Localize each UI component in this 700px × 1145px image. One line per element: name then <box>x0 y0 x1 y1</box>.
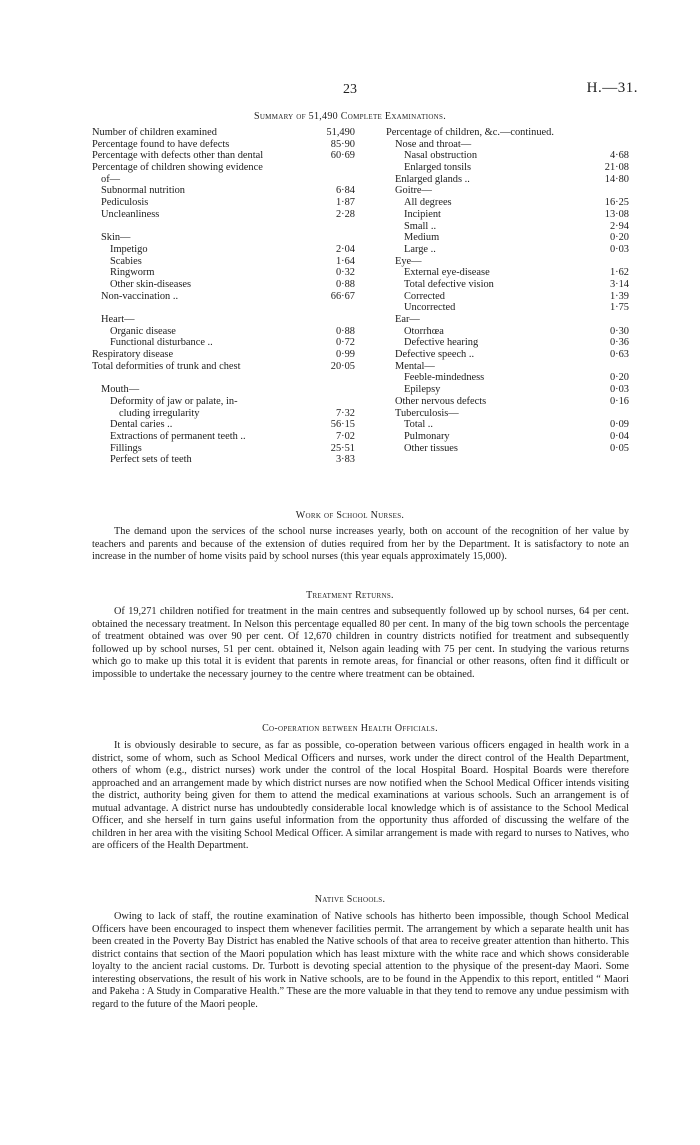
summary-row-label: Organic disease <box>110 325 176 337</box>
summary-row-label: Respiratory disease <box>92 349 174 361</box>
summary-row <box>92 174 355 186</box>
summary-row <box>92 162 355 174</box>
summary-row <box>386 349 629 361</box>
summary-row-value: 2·28 <box>335 208 355 220</box>
document-reference: H.—31. <box>586 80 638 96</box>
summary-row <box>92 221 355 233</box>
summary-row-value: 13·08 <box>604 208 629 220</box>
summary-row-value: 3·14 <box>609 278 629 290</box>
summary-row-value: 7·02 <box>335 430 355 442</box>
summary-row-value: 0·04 <box>609 430 629 442</box>
summary-row <box>92 302 355 314</box>
summary-row <box>386 291 629 303</box>
summary-row-value: 1·39 <box>609 290 629 302</box>
summary-row-value: 66·67 <box>330 290 355 302</box>
summary-row <box>386 408 629 420</box>
summary-row <box>92 127 355 139</box>
summary-row-label: Nasal obstruction <box>404 150 478 162</box>
summary-row-label: Non-vaccination .. <box>101 290 179 302</box>
summary-row-label: Nose and throat— <box>395 138 472 150</box>
summary-row-label: Functional disturbance .. <box>110 337 213 349</box>
summary-row <box>386 197 629 209</box>
section-text-treatment-returns: Of 19,271 children notified for treatment in the main centres and subsequently followed up by school nurses, 64 per cent. obtained the necessary treatment. In Nelson this percentage equalled 80 per cent. In many of the big town schools the percentage of treatment obtained was over 90 per cent. Of 12,670 children in country districts notified for treatment and subsequently followed up by school nurses, 51 per cent. obtained it, Nelson again leading with 75 per cent. In studying the various returns which go to make up this total it is evident that parents in remote areas, for financial or other reasons, often find it difficult or impossible to undertake the necessary journey to the centre where treatment can be obtained. <box>92 606 629 680</box>
summary-row-label: Total deformities of trunk and chest <box>92 360 241 372</box>
summary-row-value: 1·64 <box>335 255 355 267</box>
summary-row-label: Scabies <box>110 255 142 267</box>
summary-row-label: Ear— <box>395 314 420 325</box>
summary-row-label: Medium <box>404 232 440 244</box>
summary-row-label: Fillings <box>110 442 142 454</box>
summary-row-label: Defective hearing <box>404 337 479 349</box>
summary-row-value: 16·25 <box>604 197 629 209</box>
summary-row-value: 0·20 <box>609 232 629 244</box>
summary-row-value: 6·84 <box>335 185 355 197</box>
summary-right-column <box>386 127 629 454</box>
summary-row-value: 7·32 <box>335 407 355 419</box>
summary-row-label: Percentage found to have defects <box>92 138 230 150</box>
summary-row-label: Number of children examined <box>92 127 217 138</box>
summary-row-label: Other nervous defects <box>395 395 487 407</box>
summary-row <box>92 396 355 408</box>
summary-row-label: Uncorrected <box>404 302 456 314</box>
summary-row <box>92 326 355 338</box>
summary-row-label: Impetigo <box>110 243 148 255</box>
summary-row-label: Feeble-mindedness <box>404 372 485 384</box>
summary-row <box>386 267 629 279</box>
summary-row-value: 0·32 <box>335 267 355 279</box>
summary-row <box>386 162 629 174</box>
summary-row <box>386 232 629 244</box>
summary-row <box>386 256 629 268</box>
summary-row <box>386 150 629 162</box>
summary-row-value: 85·90 <box>330 138 355 150</box>
summary-row-label: Pediculosis <box>101 197 149 209</box>
summary-row <box>386 396 629 408</box>
summary-row-label: Subnormal nutrition <box>101 185 185 197</box>
summary-row <box>386 279 629 291</box>
summary-row-label: Other tissues <box>404 442 458 454</box>
summary-row <box>92 384 355 396</box>
summary-row-label: Uncleanliness <box>101 208 160 220</box>
summary-row-value: 1·62 <box>609 267 629 279</box>
summary-row-label: Eye— <box>395 255 422 267</box>
summary-row <box>92 454 355 466</box>
summary-row <box>386 244 629 256</box>
summary-row-value: 0·99 <box>335 349 355 361</box>
page-number: 23 <box>343 82 357 97</box>
summary-row-label: Other skin-diseases <box>110 278 192 290</box>
summary-row-value: 0·63 <box>609 349 629 361</box>
section-text-native-schools: Owing to lack of staff, the routine examination of Native schools has hitherto been impossible, though School Medical Officers have been encouraged to inspect them whenever facilities permit. The arrangement by which a separate health unit has been created in the Poverty Bay District has enabled the Native schools of that area to receive greater attention than hitherto. This district contains that section of the Maori population which has least mixture with the white race and which shows considerable loyalty to the ancient racial customs. Dr. Turbott is devoting special attention to the physique of the present-day Maori. Some interesting observations, the result of his work in Native schools, are to be found in the Appendix to this report, entitled “ Maori and Pakeha : A Study in Comparative Health.” These are the more valuable in that they tend to remove any undue pessimism with regard to the future of the Maori people. <box>92 911 629 1010</box>
summary-row-value: 56·15 <box>330 419 355 431</box>
summary-row-label: of— <box>101 173 121 185</box>
summary-row-label: Percentage of children showing evidence <box>92 162 263 174</box>
section-heading-school-nurses: Work of School Nurses. <box>295 510 405 521</box>
summary-row <box>386 174 629 186</box>
summary-row <box>92 150 355 162</box>
summary-row-label: Ringworm <box>110 267 155 279</box>
summary-row <box>92 291 355 303</box>
summary-row-label: Perfect sets of teeth <box>110 454 192 466</box>
summary-row-value: 4·68 <box>609 150 629 162</box>
summary-row-label: Small .. <box>404 220 437 232</box>
summary-row <box>386 209 629 221</box>
summary-row <box>92 279 355 291</box>
summary-title: Summary of 51,490 Complete Examinations. <box>253 111 447 122</box>
summary-row-label: Defective speech .. <box>395 349 475 361</box>
summary-row <box>386 372 629 384</box>
summary-row-value: 20·05 <box>330 360 355 372</box>
summary-row-value: 2·04 <box>335 243 355 255</box>
summary-row-value: 60·69 <box>330 150 355 162</box>
summary-row-value: 0·72 <box>335 337 355 349</box>
summary-row-value: 51,490 <box>326 127 355 138</box>
summary-row-label: Percentage with defects other than dental <box>92 150 264 162</box>
summary-row-label: Incipient <box>404 208 441 220</box>
summary-row <box>92 197 355 209</box>
summary-row-label: Mental— <box>395 360 435 372</box>
summary-row-label: Heart— <box>101 314 135 325</box>
summary-row <box>92 185 355 197</box>
summary-row <box>92 408 355 420</box>
section-text-school-nurses: The demand upon the services of the school nurse increases yearly, both on account of the recognition of her value by teachers and parents and because of the extension of duties required from her by the Department. It is satisfactory to note an increase in the number of home visits paid by school nurses (this year equals approximately 15,000). <box>92 526 629 563</box>
section-heading-cooperation: Co-operation between Health Officials. <box>262 723 438 734</box>
summary-row-label: External eye-disease <box>404 267 490 279</box>
summary-row-label: cluding irregularity <box>119 407 200 419</box>
summary-row <box>92 419 355 431</box>
summary-row-label: Large .. <box>404 243 436 255</box>
summary-row-value: 0·88 <box>335 325 355 337</box>
summary-row <box>386 431 629 443</box>
section-heading-treatment-returns: Treatment Returns. <box>306 590 394 601</box>
summary-row-value: 0·03 <box>609 384 629 396</box>
summary-row-label: Total .. <box>404 419 433 431</box>
summary-row-value: 0·03 <box>609 243 629 255</box>
summary-row-label: Epilepsy <box>404 384 441 396</box>
summary-row <box>92 337 355 349</box>
summary-row <box>92 232 355 244</box>
summary-row <box>386 185 629 197</box>
summary-row-value: 0·30 <box>609 325 629 337</box>
summary-row <box>92 372 355 384</box>
summary-row <box>92 256 355 268</box>
summary-row-value: 1·75 <box>609 302 629 314</box>
summary-row <box>386 443 629 455</box>
summary-row-label: Skin— <box>101 232 131 244</box>
summary-row-value: 0·16 <box>609 395 629 407</box>
summary-row <box>92 267 355 279</box>
summary-row-value: 0·88 <box>335 278 355 290</box>
summary-row-value: 0·36 <box>609 337 629 349</box>
summary-row <box>386 361 629 373</box>
summary-row-value: 0·20 <box>609 372 629 384</box>
summary-row-label: Enlarged tonsils <box>404 162 472 174</box>
summary-row-label: Tuberculosis— <box>395 407 459 419</box>
summary-row-label: Deformity of jaw or palate, in- <box>110 395 238 407</box>
summary-row-value: 21·08 <box>604 162 629 174</box>
summary-row <box>386 384 629 396</box>
summary-row-label: Corrected <box>404 290 445 302</box>
summary-row <box>386 302 629 314</box>
summary-row-label: Otorrhœa <box>404 325 444 337</box>
summary-row-label: Total defective vision <box>404 278 494 290</box>
summary-row-value: 3·83 <box>335 454 355 466</box>
summary-row-label: Goitre— <box>395 185 432 197</box>
summary-row <box>92 314 355 326</box>
summary-row-value: 1·87 <box>335 197 355 209</box>
summary-row <box>386 127 629 139</box>
summary-left-column <box>92 127 355 466</box>
summary-row-label: Pulmonary <box>404 430 450 442</box>
summary-row-value: 14·80 <box>604 173 629 185</box>
summary-row <box>92 244 355 256</box>
summary-row <box>386 314 629 326</box>
section-heading-native-schools: Native Schools. <box>314 894 386 905</box>
summary-row-label: Dental caries .. <box>110 419 173 431</box>
summary-row <box>92 443 355 455</box>
summary-row-label: Mouth— <box>101 384 140 396</box>
summary-row-value: 25·51 <box>330 442 355 454</box>
summary-row <box>386 337 629 349</box>
summary-row <box>92 361 355 373</box>
summary-row-label: Percentage of children, &c.—continued. <box>386 127 554 138</box>
summary-row <box>386 139 629 151</box>
summary-row <box>92 139 355 151</box>
section-text-cooperation: It is obviously desirable to secure, as far as possible, co-operation between various officers engaged in health work in a district, some of whom, such as School Medical Officers and nurses, work under the direct control of the Health Department, others of whom (e.g., district nurses) work under the control of the local Hospital Board. Hospital Boards were therefore approached and an arrangement made by which district nurses are now notified when the School Medical Officer intends visiting the district, authority being given for them to attend the medical examinations at various schools. Such an arrangement is of mutual advantage. A district nurse has undoubtedly considerable local knowledge which is of assistance to the School Medical Officer, and she herself in turn gains useful information from the opportunity thus afforded of discussing the welfare of the children in her area with the visiting School Medical Officer. A similar arrangement is made with regard to nurses to Natives, who are officers of the Health Department. <box>92 740 629 852</box>
summary-row-value: 0·05 <box>609 442 629 454</box>
summary-row-label: All degrees <box>404 197 452 209</box>
summary-row-value: 2·94 <box>609 220 629 232</box>
summary-row <box>386 326 629 338</box>
summary-row <box>92 431 355 443</box>
summary-row <box>386 419 629 431</box>
summary-row-label: Extractions of permanent teeth .. <box>110 430 246 442</box>
summary-row <box>92 349 355 361</box>
summary-row-value: 0·09 <box>609 419 629 431</box>
summary-row <box>92 209 355 221</box>
summary-row <box>386 221 629 233</box>
summary-row-label: Enlarged glands .. <box>395 173 470 185</box>
